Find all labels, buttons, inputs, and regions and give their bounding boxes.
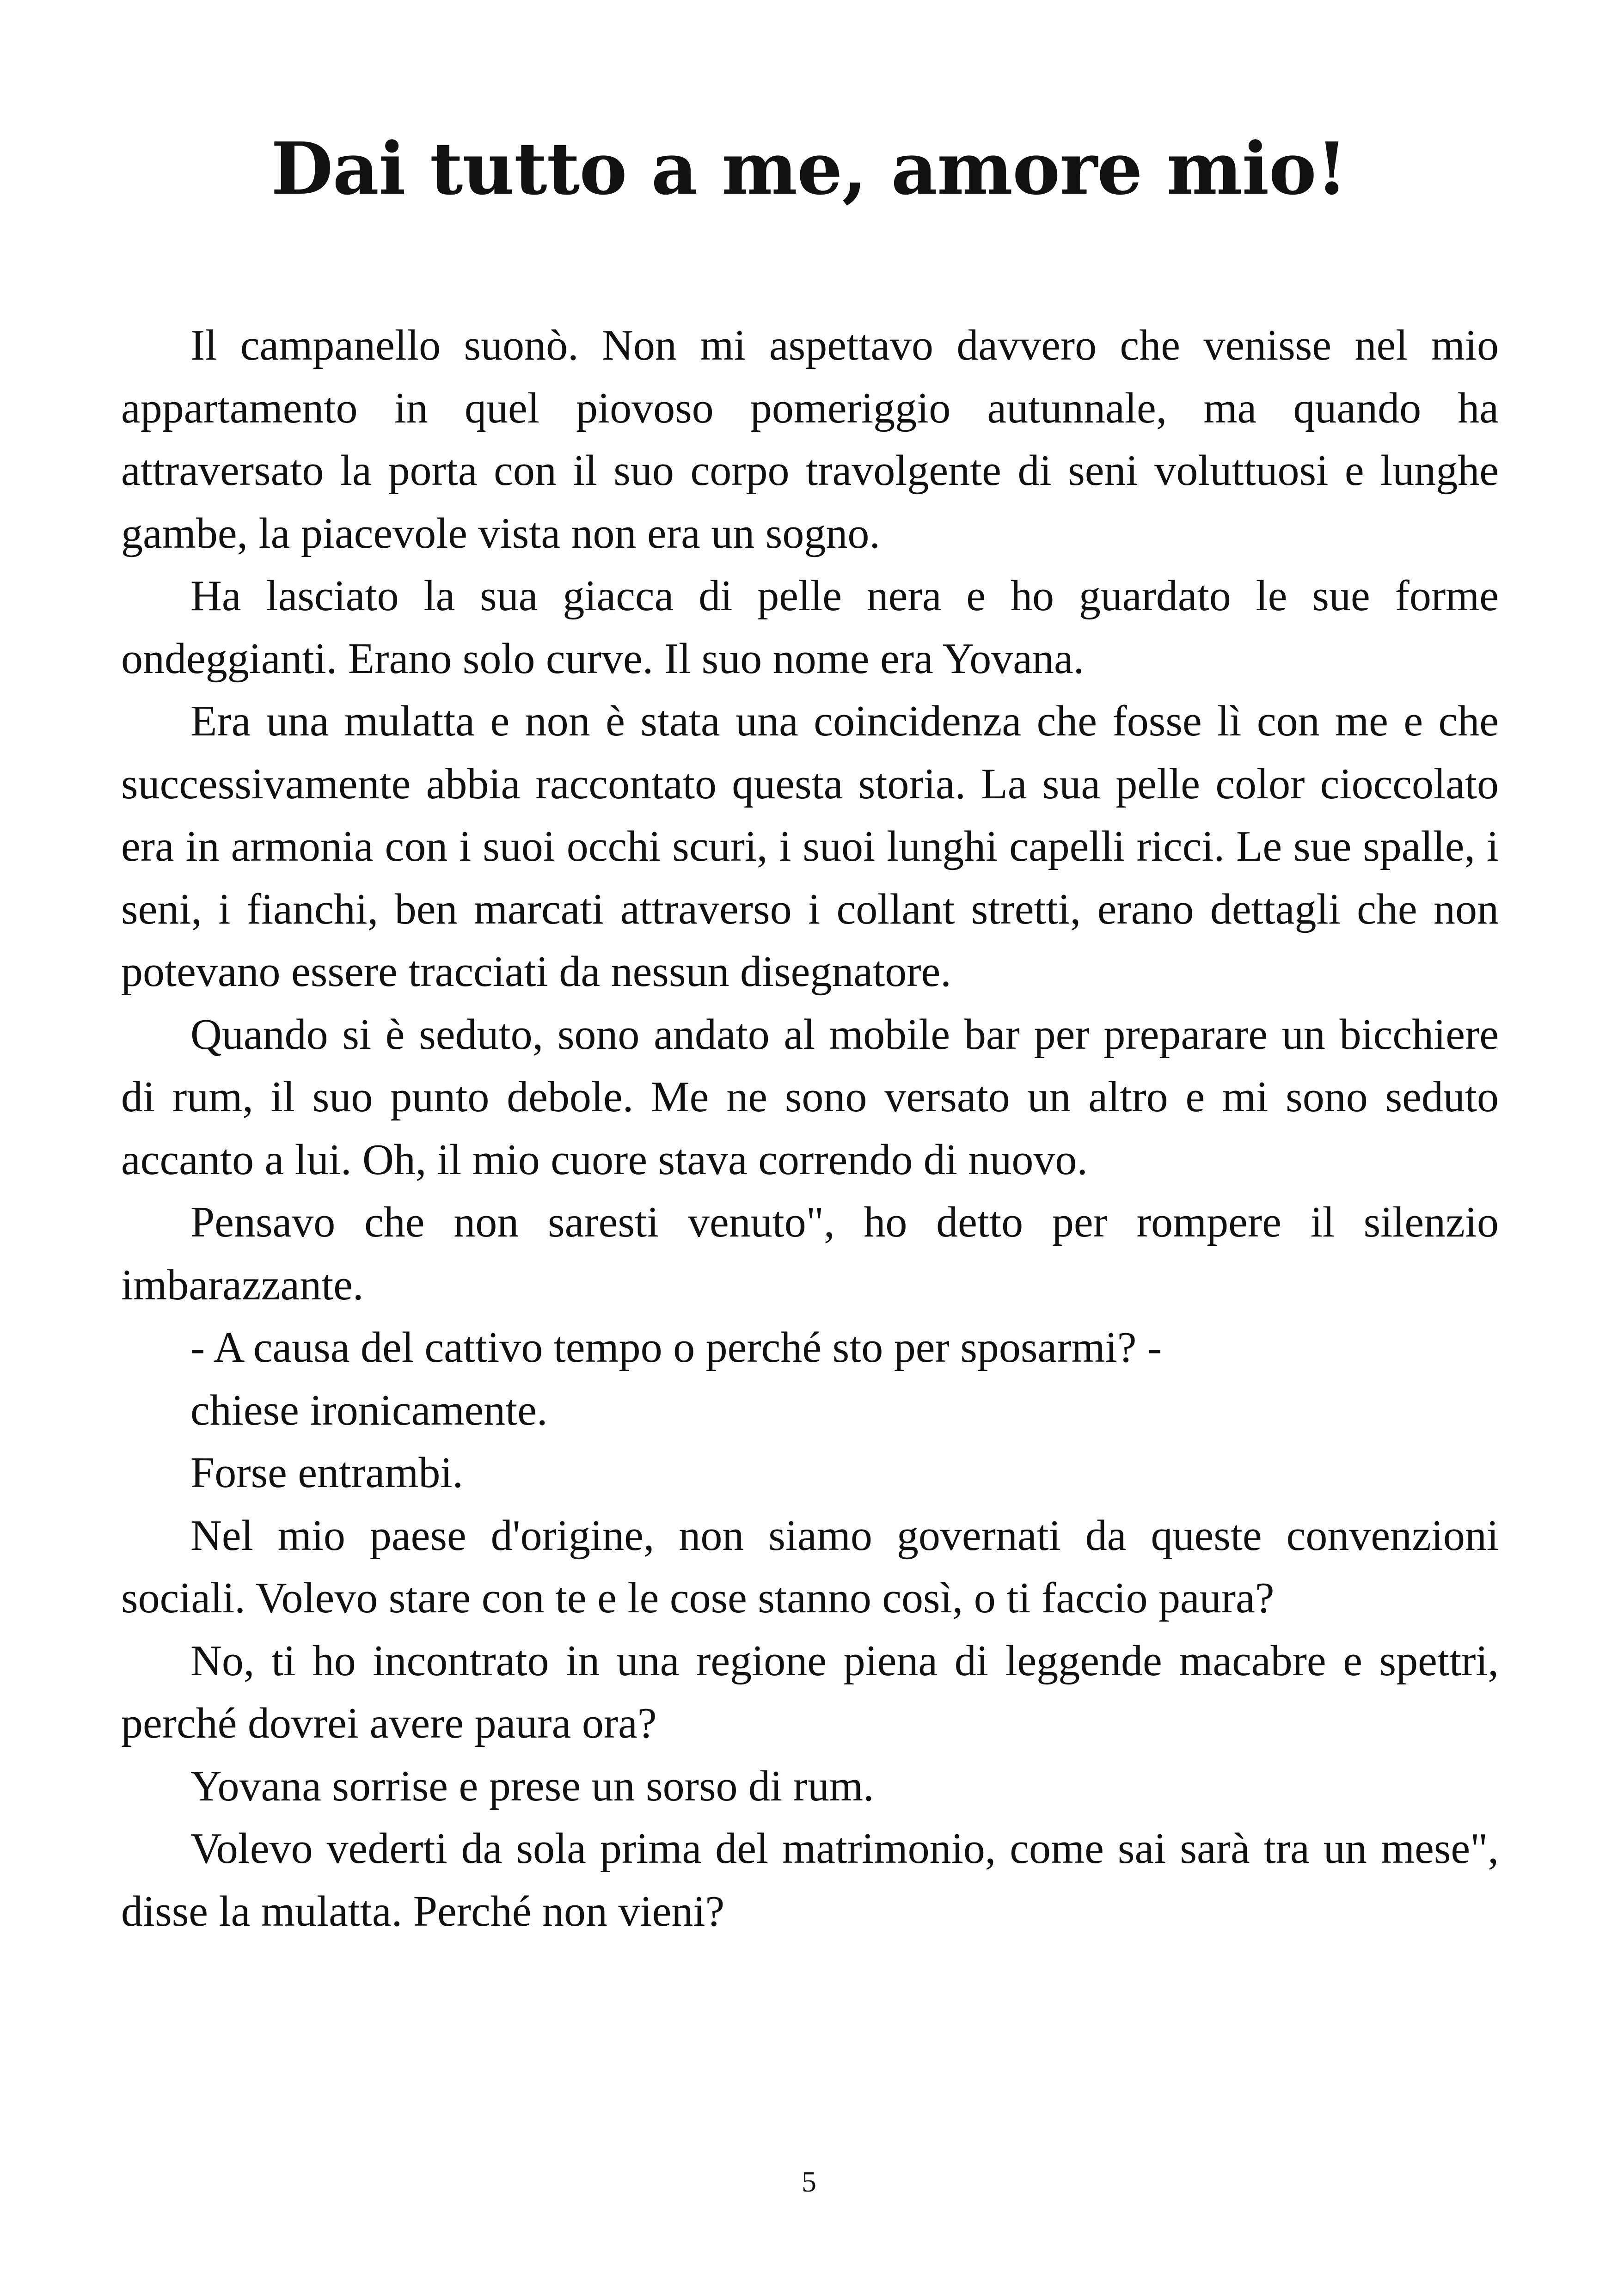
paragraph: chiese ironicamente.: [190, 1386, 548, 1434]
paragraph: Yovana sorrise e prese un sorso di rum.: [190, 1762, 874, 1810]
paragraph: Ha lasciato la sua giacca di pelle nera e ho guardato le sue forme ondeggianti. Erano solo curve. Il suo nome era Yovana.: [121, 572, 1499, 683]
paragraph: - A causa del cattivo tempo o perché sto per sposarmi? -: [190, 1323, 1162, 1371]
page-number: 5: [802, 2165, 816, 2198]
paragraph: Nel mio paese d'origine, non siamo governati da queste convenzioni sociali. Volevo stare con te e le cose stanno così, o ti faccio paura?: [121, 1511, 1499, 1622]
paragraph: Era una mulatta e non è stata una coincidenza che fosse lì con me e che successivamente abbia raccontato questa storia. La sua pelle color cioccolato era in armonia con i suoi occhi scuri, i suoi lunghi capelli ricci. Le sue spalle, i seni, i fianchi, ben marcati attraverso i collant stretti, erano dettagli che non potevano essere tracciati da nessun disegnatore.: [121, 697, 1499, 996]
chapter-title: Dai tutto a me, amore mio!: [271, 126, 1347, 211]
paragraph: Il campanello suonò. Non mi aspettavo davvero che venisse nel mio appartamento in quel piovoso pomeriggio autunnale, ma quando ha attraversato la porta con il suo corpo travolgente di seni voluttuosi e lunghe gambe, la piacevole vista non era un sogno.: [121, 321, 1499, 557]
paragraph: No, ti ho incontrato in una regione piena di leggende macabre e spettri, perché dovrei avere paura ora?: [121, 1636, 1499, 1747]
paragraph: Pensavo che non saresti venuto", ho detto per rompere il silenzio imbarazzante.: [121, 1198, 1499, 1309]
paragraph: Forse entrambi.: [190, 1449, 463, 1497]
paragraph: Quando si è seduto, sono andato al mobile bar per preparare un bicchiere di rum, il suo punto debole. Me ne sono versato un altro e mi sono seduto accanto a lui. Oh, il mio cuore stava correndo di nuovo.: [121, 1010, 1499, 1184]
chapter-body: [121, 314, 1499, 1943]
paragraph: Volevo vederti da sola prima del matrimonio, come sai sarà tra un mese", disse la mulatta. Perché non vieni?: [121, 1825, 1499, 1935]
